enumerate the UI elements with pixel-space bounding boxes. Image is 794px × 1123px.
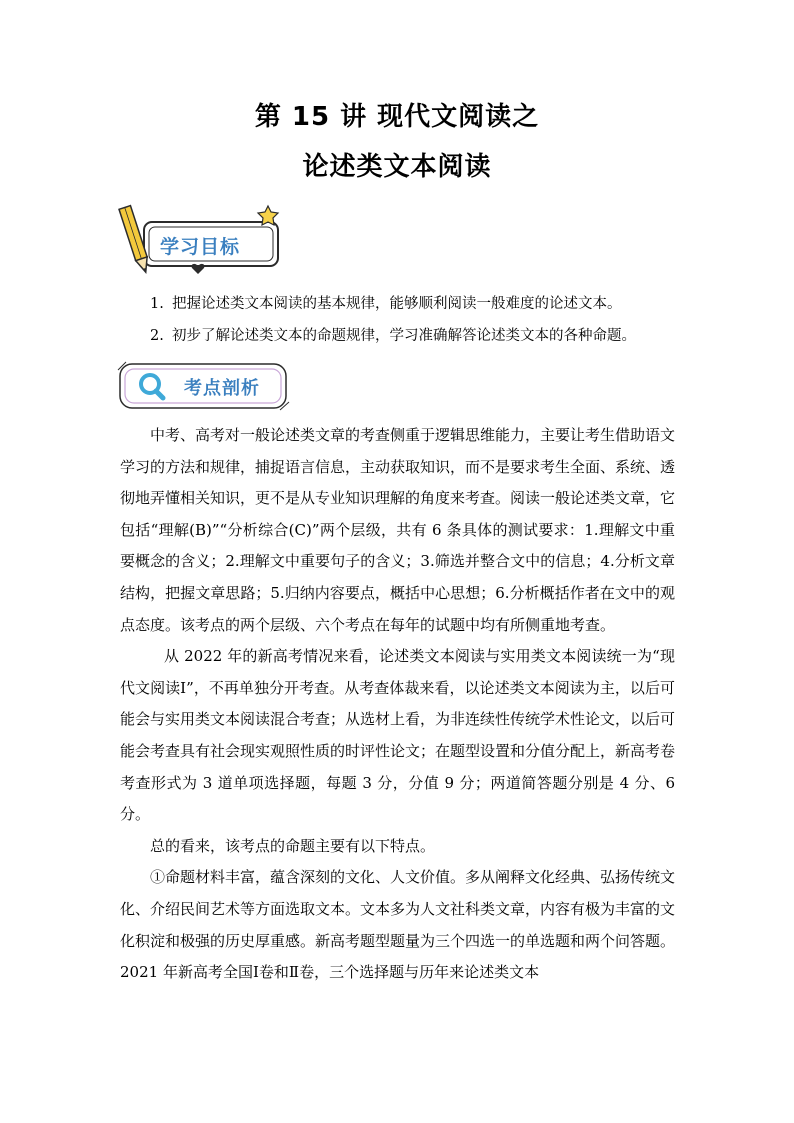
paragraph: 中考、高考对一般论述类文章的考查侧重于逻辑思维能力，主要让考生借助语文学习的方法和规律，捕捉语言信息，主动获取知识，而不是要求考生全面、系统、透彻地弄懂相关知识，更不是从专业知识理解的角度来考查。阅读一般论述类文章，它包括“理解(B)”“分析综合(C)”两个层级，共有 6 条具体的测试要求：1.理解文中重要概念的含义；2.理解文中重要句子的含义；3.筛选并整合文中的信息；4.分析文章结构，把握文章思路；5.归纳内容要点，概括中心思想；6.分析概括作者在文中的观点态度。该考点的两个层级、六个考点在每年的试题中均有所侧重地考查。 [120, 426, 676, 634]
list-item-text: 把握论述类文本阅读的基本规律，能够顺利阅读一般难度的论述文本。 [172, 296, 622, 312]
list-item-number: 1. [150, 296, 164, 312]
paragraph: 总的看来，该考点的命题主要有以下特点。 [150, 836, 436, 855]
paragraph: 从 2022 年的新高考情况来看，论述类文本阅读与实用类文本阅读统一为“现代文阅读Ⅰ”，不再单独分开考查。从考查体裁来看，以论述类文本阅读为主，以后可能会与实用类文本阅读混合考查；从选材上看，为非连续性传统学术性论文，以后可能会考查具有社会现实观照性质的时评性论文；在题型设置和分值分配上，新高考卷考查形式为 3 道单项选择题，每题 3 分，分值 9 分；两道简答题分别是 4 分、6 分。 [120, 647, 676, 824]
paragraph: ①命题材料丰富，蕴含深刻的文化、人文价值。多从阐释文化经典、弘扬传统文化、介绍民间艺术等方面选取文本。文本多为人文社科类文章，内容有极为丰富的文化积淀和极强的历史厚重感。新高考题型题量为三个四选一的单选题和两个问答题。2021 年新高考全国Ⅰ卷和Ⅱ卷，三个选择题与历年来论述类文本 [120, 868, 676, 982]
page-title-line-1: 第 15 讲 现代文阅读之 [254, 102, 540, 132]
page-title-line-2: 论述类文本阅读 [302, 152, 492, 182]
list-item-number: 2. [150, 328, 164, 344]
list-item [150, 320, 710, 352]
objectives-label: 学习目标 [160, 236, 241, 258]
analysis-body [120, 420, 675, 989]
analysis-label: 考点剖析 [184, 378, 260, 399]
list-item [150, 288, 710, 320]
list-item-text: 初步了解论述类文本的命题规律，学习准确解答论述类文本的各种命题。 [172, 328, 636, 344]
objectives-list [150, 288, 710, 352]
